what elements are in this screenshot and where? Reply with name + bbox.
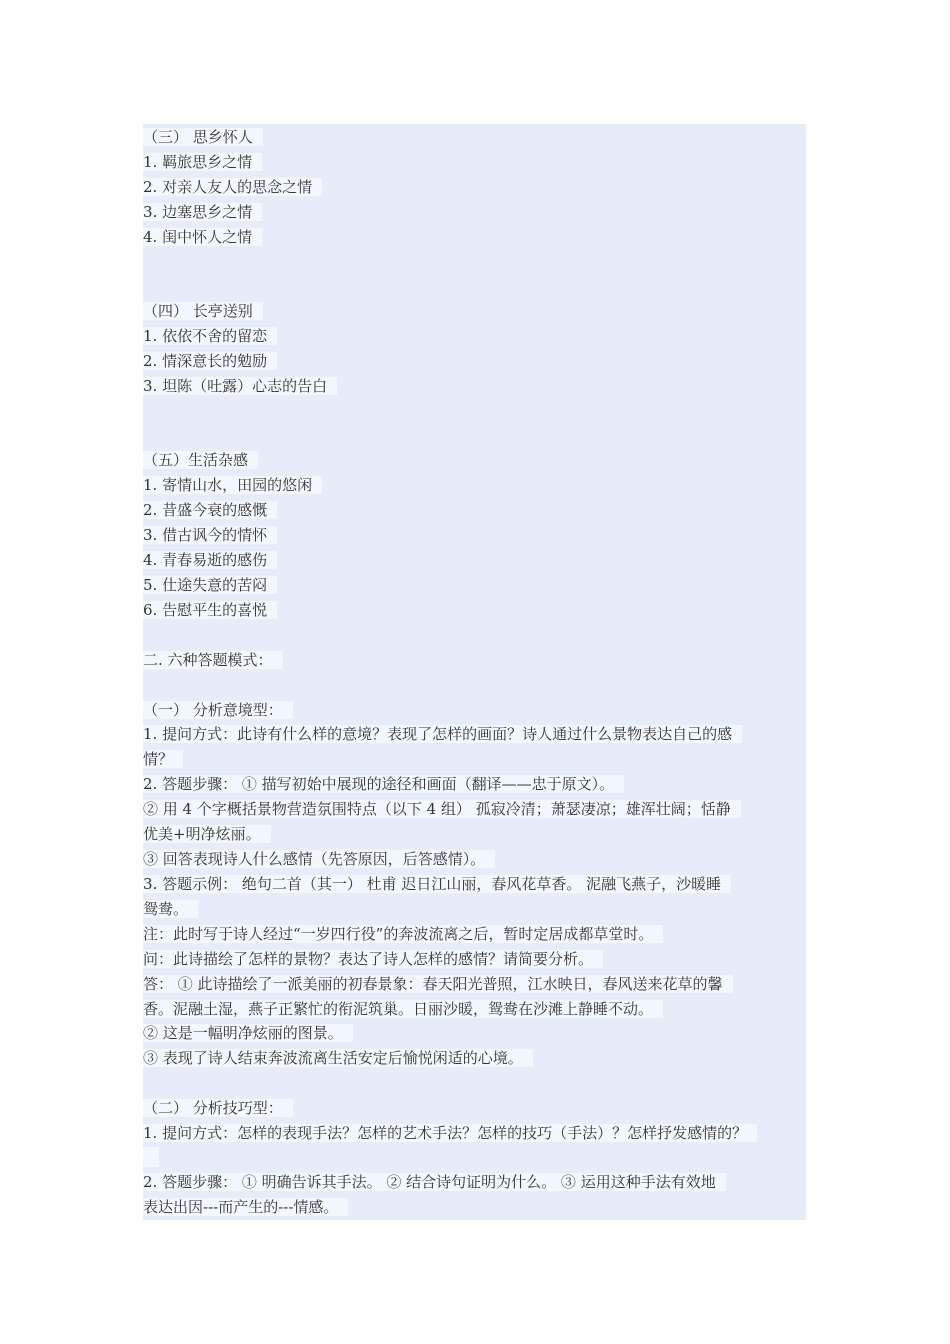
list-item: 3. 借古讽今的情怀: [143, 524, 277, 546]
body-line: ③ 表现了诗人结束奔波流离生活安定后愉悦闲适的心境。: [143, 1047, 533, 1069]
list-item: 5. 仕途失意的苦闷: [143, 574, 277, 596]
part-title: 二. 六种答题模式：: [143, 649, 283, 671]
body-line: 3. 答题示例： 绝句二首（其一） 杜甫 迟日江山丽，春风花草香。 泥融飞燕子，沙暖睡: [143, 873, 731, 895]
body-line: ② 用 4 个字概括景物营造氛围特点（以下 4 组） 孤寂冷清；萧瑟凄凉；雄浑壮阔；恬静: [143, 798, 741, 820]
list-item: 3. 坦陈（吐露）心志的告白: [143, 375, 337, 397]
body-line: 优美+明净炫丽。: [143, 823, 271, 845]
list-item: 1. 依依不舍的留恋: [143, 325, 277, 347]
document-body: [143, 124, 806, 1220]
body-line: 鸳鸯。: [143, 898, 198, 920]
body-line: 答： ① 此诗描绘了一派美丽的初春景象：春天阳光普照，江水映日，春风送来花草的馨: [143, 973, 733, 995]
body-line: 情？: [143, 748, 183, 770]
list-item: 2. 情深意长的勉励: [143, 350, 277, 372]
list-item: 2. 昔盛今衰的感慨: [143, 499, 277, 521]
body-line: 表达出因---而产生的---情感。: [143, 1196, 348, 1218]
body-line: 香。泥融土湿，燕子正繁忙的衔泥筑巢。日丽沙暖，鸳鸯在沙滩上静睡不动。: [143, 998, 663, 1020]
list-item: 4. 青春易逝的感伤: [143, 549, 277, 571]
body-line: ③ 回答表现诗人什么感情（先答原因，后答感情）。: [143, 848, 495, 870]
list-item: 4. 闺中怀人之情: [143, 226, 262, 248]
type-heading-1: （一） 分析意境型：: [143, 699, 293, 721]
list-item: 1. 寄情山水，田园的悠闲: [143, 474, 322, 496]
body-line: 问：此诗描绘了怎样的景物？表达了诗人怎样的感情？请简要分析。: [143, 948, 603, 970]
type-heading-2: （二） 分析技巧型：: [143, 1097, 293, 1119]
body-line: 2. 答题步骤： ① 描写初始中展现的途径和画面（翻译——忠于原文）。: [143, 773, 624, 795]
body-line: [143, 1147, 159, 1169]
section-heading-3: （三） 思乡怀人: [143, 126, 263, 148]
list-item: 1. 羁旅思乡之情: [143, 151, 262, 173]
body-line: 1. 提问方式：怎样的表现手法？怎样的艺术手法？怎样的技巧（手法）？怎样抒发感情的？: [143, 1122, 757, 1144]
list-item: 3. 边塞思乡之情: [143, 201, 262, 223]
section-heading-5: （五）生活杂感: [143, 449, 258, 471]
section-heading-4: （四） 长亭送别: [143, 300, 263, 322]
list-item: 6. 告慰平生的喜悦: [143, 599, 277, 621]
body-line: 1. 提问方式：此诗有什么样的意境？表现了怎样的画面？诗人通过什么景物表达自己的感: [143, 723, 742, 745]
body-line: ② 这是一幅明净炫丽的图景。: [143, 1022, 353, 1044]
list-item: 2. 对亲人友人的思念之情: [143, 176, 322, 198]
body-line: 注：此时写于诗人经过“一岁四行役”的奔波流离之后，暂时定居成都草堂时。: [143, 923, 663, 945]
body-line: 2. 答题步骤： ① 明确告诉其手法。 ② 结合诗句证明为什么。 ③ 运用这种手法有效地: [143, 1171, 726, 1193]
